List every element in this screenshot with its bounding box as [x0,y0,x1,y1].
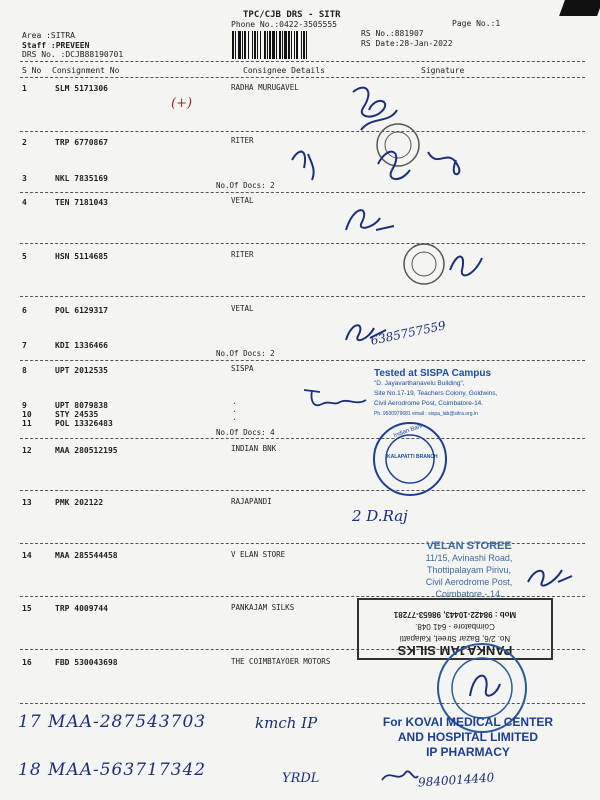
column-separator [20,77,585,78]
barcode [231,31,355,59]
row-sno: 1 [22,84,27,93]
row-consignment: UPT 2012535 [55,366,108,375]
row-sno: 13 [22,498,32,507]
row-consignee: VETAL [231,304,254,313]
row-consignment: TEN 7181043 [55,198,108,207]
row-consignment: UPT 8079838 [55,401,108,410]
handwritten-entry-17: 17 MAA-287543703 [18,712,207,732]
row-consignee: RADHA MURUGAVEL [231,83,299,92]
header-separator [20,61,585,62]
row-consignment: TRP 4009744 [55,604,108,613]
staff-label: Staff :PREVEEN [22,41,90,50]
page-number: Page No.:1 [452,19,501,28]
row-consignment: KDI 1336466 [55,341,108,350]
stamp-pankajam-line: No. 2/6, Bazar Street, Kalapatti [399,634,511,643]
row-separator [20,296,585,297]
stamp-kovai [358,715,578,760]
stamp-velan-line: Civil Aerodrome Post, [425,577,513,587]
row-consignment: MAA 280512195 [55,446,118,455]
row-consignment: POL 6129317 [55,306,108,315]
dot-marks: . . . [232,397,237,422]
stamp-sispa-line: Ph. 9500979681 email : sispa_lab@sitra.org.in [374,411,478,417]
row-separator [20,438,585,439]
signature-14 [524,560,574,590]
row-docs: No.Of Docs: 4 [216,428,275,437]
stamp-velan-title: VELAN STOREE [426,540,512,552]
signature-13: 2 D.Raj [352,507,408,525]
phone-number: Phone No.:0422-3505555 [231,20,337,29]
area-label: Area :SITRA [22,31,75,40]
stamp-pankajam-title: PANKAJAM SILKS [397,643,513,658]
row-consignment: SLM 5171306 [55,84,108,93]
col-sno: S No [22,66,42,75]
col-consignment: Consignment No [52,66,120,75]
stamp-sispa [374,369,497,419]
row-consignee: PANKAJAM SILKS [231,603,295,612]
row-consignee: VETAL [231,196,254,205]
stamp-velan-line: Thottipalayam Pirivu, [426,565,512,575]
col-consignee: Consignee Details [243,66,325,75]
row-consignment: PMK 202122 [55,498,104,507]
row-consignee: V ELAN STORE [231,550,286,559]
row-docs: No.Of Docs: 2 [216,349,275,358]
row-sno: 14 [22,551,32,560]
handwritten-kmch: kmch IP [255,714,318,732]
handwritten-mark: (+) [171,96,193,111]
row-consignment: NKL 7835169 [55,174,108,183]
handwritten-entry-18: 18 MAA-563717342 [18,760,207,780]
rs-number: RS No.:881907 [361,29,424,38]
stamp-kovai-line: IP PHARMACY [426,745,510,759]
stamp-velan-line: Coimbatore - 14. [435,589,503,599]
row-sno: 4 [22,198,27,207]
row-separator [20,131,585,132]
row-consignee: THE COIMBTAYOER MOTORS [231,657,331,666]
document-title: TPC/CJB DRS - SITR [243,10,341,20]
stamp-pankajam-line: Coimbatore - 641 048. [415,622,495,631]
signature-2 [288,140,478,190]
row-separator [20,490,585,491]
handwritten-bottom-number: 9840014440 [417,770,495,790]
row-consignment: POL 13326483 [55,419,113,428]
row-sno: 9 [22,401,27,410]
stamp-velan [394,540,544,600]
row-sno: 12 [22,446,32,455]
row-sno: 16 [22,658,32,667]
row-sno: 7 [22,341,27,350]
row-sno: 3 [22,174,27,183]
stamp-bank-mid: KALAPATTI BRANCH [387,454,438,460]
row-consignee: RITER [231,250,254,259]
row-consignment: FBD 530043698 [55,658,118,667]
row-consignee: INDIAN BNK [231,444,277,453]
handwritten-phone: 6385757559 [369,318,447,348]
row-docs: No.Of Docs: 2 [216,181,275,190]
row-sno: 5 [22,252,27,261]
stamp-sispa-line: Civil Aerodrome Post, Coimbatore-14. [374,400,484,407]
signature-8 [300,380,370,414]
row-sno: 10 [22,410,32,419]
stamp-sispa-title: Tested at SISPA Campus [374,368,492,379]
row-consignee: RITER [231,136,254,145]
handwritten-signature-18: YRDL [282,771,320,786]
row-separator [20,192,585,193]
row-sno: 6 [22,306,27,315]
row-sno: 8 [22,366,27,375]
row-sno: 2 [22,138,27,147]
stamp-bank-top: Indian Bank [392,422,425,440]
drs-number: DRS No. :DCJB88190701 [22,50,124,59]
stamp-kovai-line: AND HOSPITAL LIMITED [397,730,539,744]
stamp-sispa-line: "D. Jayavarthanavelu Building", [374,380,465,387]
corner-mark [559,0,600,16]
stamp-sispa-line: Site No.17-19, Teachers Colony, Goldwins, [374,390,498,397]
row-sno: 11 [22,419,32,428]
rs-date: RS Date:28-Jan-2022 [361,39,453,48]
row-consignment: TRP 6770867 [55,138,108,147]
row-consignee: RAJAPANDI [231,497,272,506]
stamp-kovai-line: For KOVAI MEDICAL CENTER [382,715,554,729]
row-consignment: MAA 285544458 [55,551,118,560]
stamp-pankajam-line: Mob : 98422-10443, 98653-77281 [393,610,517,619]
row-separator [20,360,585,361]
row-separator [20,243,585,244]
stamp-velan-line: 11/15, Avinashi Road, [425,553,513,563]
signature-4 [340,200,400,240]
col-signature: Signature [421,66,465,75]
row-sno: 15 [22,604,32,613]
stamp-sitra-5 [400,240,490,288]
signature-bottom [380,766,420,788]
stamp-indian-bank [371,420,449,498]
row-consignment: HSN 5114685 [55,252,108,261]
row-consignee: SISPA [231,364,254,373]
row-consignment: STY 24535 [55,410,99,419]
